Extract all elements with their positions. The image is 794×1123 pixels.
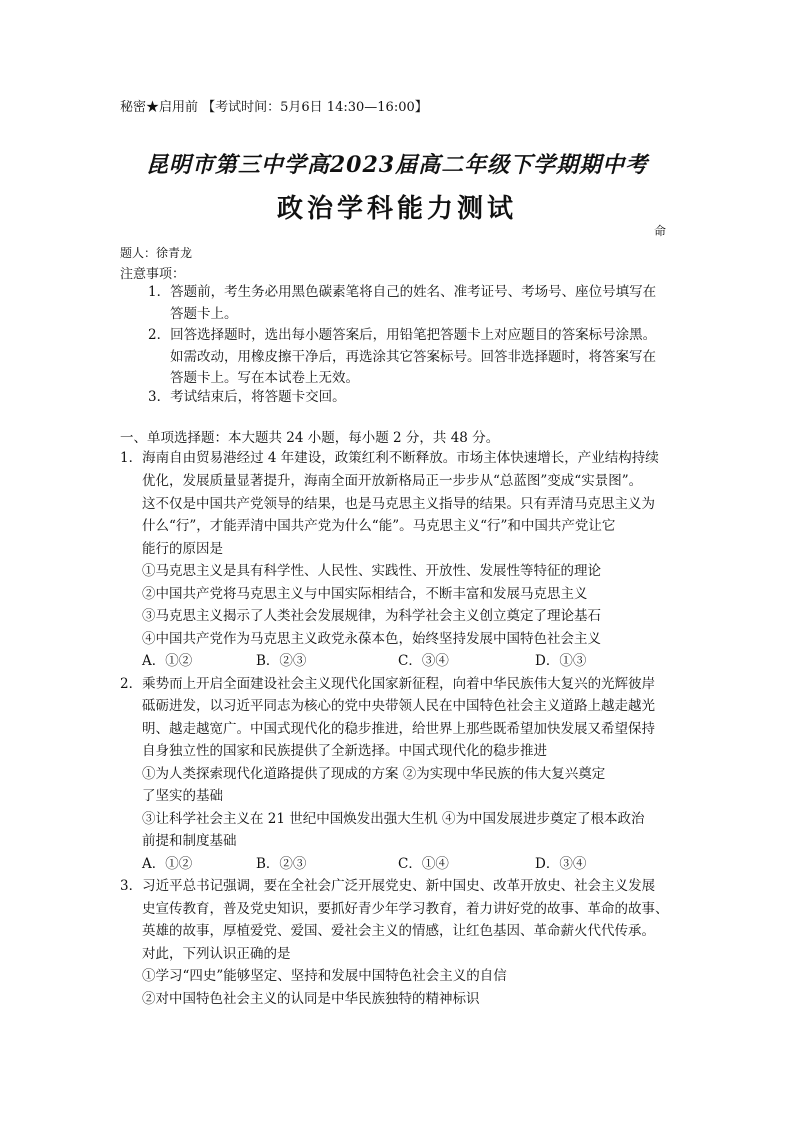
author-line: 题人：徐青龙 (120, 246, 193, 260)
q2-item: ①为人类探索现代化道路提供了现成的方案 ②为实现中华民族的伟大复兴奠定 (142, 766, 606, 782)
q2-item: 了坚实的基础 (142, 788, 223, 804)
q1-line: 1．海南自由贸易港经过 4 年建设，政策红利不断释放。市场主体快速增长，产业结构持续 (120, 450, 659, 466)
q1-item: ②中国共产党将马克思主义与中国实际相结合，不断丰富和发展马克思主义 (142, 586, 588, 602)
notice-line: 答题卡上。 (170, 306, 238, 322)
notice-title: 注意事项： (120, 267, 186, 282)
q2-option-d: D．③④ (535, 856, 587, 872)
q2-line: 砥砺进发，以习近平同志为核心的党中央带领人民在中国特色社会主义道路上越走越光 (142, 698, 655, 714)
q3-line: 英雄的故事，厚植爱党、爱国、爱社会主义的情感，让红色基因、革命薪火代代传承。 (142, 923, 655, 939)
q1-item: ①马克思主义是具有科学性、人民性、实践性、开放性、发展性等特征的理论 (142, 563, 601, 579)
notice-line: 答题卡上。写在本试卷上无效。 (170, 370, 359, 386)
q1-item: ④中国共产党作为马克思主义政党永葆本色，始终坚持发展中国特色社会主义 (142, 631, 601, 647)
q2-line: 2．乘势而上开启全面建设社会主义现代化国家新征程，向着中华民族伟大复兴的光辉彼岸 (120, 676, 656, 692)
q2-option-a: A．①② (142, 856, 193, 872)
q1-line: 优化，发展质量显著提升，海南全面开放新格局正一步步从“总蓝图”变成“实景图”。 (142, 473, 643, 489)
q2-line: 自身独立性的国家和民族提供了全新选择。中国式现代化的稳步推进 (142, 743, 547, 759)
author-prefix: 命 (654, 224, 667, 238)
notice-line: 3．考试结束后，将答题卡交回。 (148, 389, 346, 405)
q2-line: 明、越走越宽广。中国式现代化的稳步推进，给世界上那些既希望加快发展又希望保持 (142, 721, 655, 737)
q2-item: ③让科学社会主义在 21 世纪中国焕发出强大生机 ④为中国发展进步奠定了根本政治 (142, 811, 645, 827)
q2-option-b: B．②③ (256, 856, 307, 872)
notice-line: 1．答题前，考生务必用黑色碳素笔将自己的姓名、准考证号、考场号、座位号填写在 (148, 284, 657, 300)
q2-item: 前提和制度基础 (142, 833, 237, 849)
q1-option-c: C．③④ (398, 653, 449, 669)
q2-option-c: C．①④ (398, 856, 449, 872)
q1-item: ③马克思主义揭示了人类社会发展规律，为科学社会主义创立奠定了理论基石 (142, 608, 601, 624)
notice-line: 如需改动，用橡皮擦干净后，再选涂其它答案标号。回答非选择题时，将答案写在 (170, 349, 656, 365)
confidential-header: 秘密★启用前 【考试时间：5月6日 14:30—16:00】 (120, 100, 428, 115)
q3-line: 3．习近平总书记强调，要在全社会广泛开展党史、新中国史、改革开放史、社会主义发展 (120, 878, 656, 894)
q1-line: 这不仅是中国共产党领导的结果，也是马克思主义指导的结果。只有弄清马克思主义为 (142, 496, 655, 512)
exam-title-line2: 政治学科能力测试 (276, 194, 517, 224)
section-heading: 一、单项选择题：本大题共 24 小题，每小题 2 分，共 48 分。 (120, 430, 500, 446)
q3-item: ①学习“四史”能够坚定、坚持和发展中国特色社会主义的自信 (142, 968, 507, 984)
q1-line: 什么“行”，才能弄清中国共产党为什么“能”。马克思主义“行”和中国共产党让它 (142, 518, 616, 534)
q3-item: ②对中国特色社会主义的认同是中华民族独特的精神标识 (142, 991, 480, 1007)
q1-option-a: A．①② (142, 653, 193, 669)
q1-option-b: B．②③ (256, 653, 307, 669)
q3-line: 史宣传教育，普及党史知识，要抓好青少年学习教育，着力讲好党的故事、革命的故事、 (142, 901, 669, 917)
exam-title-line1: 昆明市第三中学高2023届高二年级下学期期中考 (145, 152, 649, 178)
q3-line: 对此，下列认识正确的是 (142, 946, 291, 962)
q1-line: 能行的原因是 (142, 541, 223, 557)
q1-option-d: D．①③ (535, 653, 587, 669)
notice-line: 2．回答选择题时，选出每小题答案后，用铅笔把答题卡上对应题目的答案标号涂黑。 (148, 327, 657, 343)
